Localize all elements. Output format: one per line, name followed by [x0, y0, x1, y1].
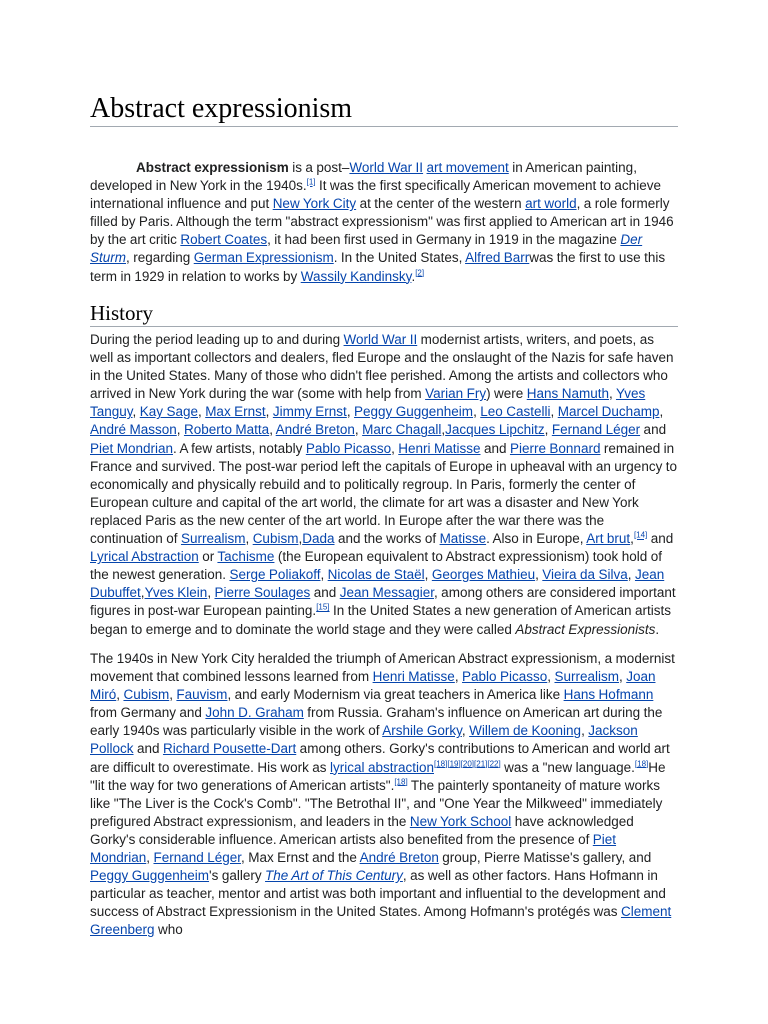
text-run: , and early Modernism via great teachers in America like — [227, 687, 564, 703]
text-run: , — [265, 404, 273, 420]
bold-term: Abstract expressionism — [136, 160, 289, 175]
text-run: , — [140, 585, 145, 601]
link-marcel-duchamp[interactable]: Marcel Duchamp — [557, 404, 660, 420]
text-run: , — [609, 386, 616, 402]
link-art-brut[interactable]: Art brut — [586, 531, 631, 547]
text-run: and — [480, 440, 510, 456]
text-run: It was the first specifically American movement to achieve international influence and put — [90, 178, 661, 212]
text-run: , — [169, 687, 177, 703]
page-title: Abstract expressionism — [90, 93, 353, 124]
text-run: The 1940s in New York City heralded the triumph of American Abstract expressionism, a modernist movement that combined lessons learned from — [90, 651, 675, 685]
link-joan-miro[interactable]: Joan Miró — [90, 669, 656, 703]
link-art-world[interactable]: art world — [525, 196, 577, 212]
citation-ref[interactable] — [307, 178, 316, 187]
link-cubism[interactable]: Cubism — [123, 687, 170, 703]
text-run: , among others are considered important figures in post-war European painting. — [90, 585, 676, 619]
text-run: . — [411, 268, 416, 284]
link-richard-pousette-dart[interactable]: Richard Pousette-Dart — [162, 741, 297, 757]
link-pierre-bonnard[interactable]: Pierre Bonnard — [509, 440, 601, 456]
text-run: among others. Gorky's contributions to American and world art are difficult to overestimate. His work as — [90, 741, 670, 775]
link-georges-mathieu[interactable]: Georges Mathieu — [431, 567, 536, 583]
citation-ref[interactable] — [434, 759, 501, 768]
citation-link[interactable]: [14] — [633, 530, 648, 540]
link-new-york-city[interactable]: New York City — [272, 196, 357, 212]
text-run: , — [346, 404, 355, 420]
link-nicolas-de-stael[interactable]: Nicolas de Staël — [327, 567, 425, 583]
link-roberto-matta[interactable]: Roberto Matta — [183, 422, 270, 438]
link-surrealism[interactable]: Surrealism — [554, 669, 619, 685]
text-run: at the center of the western — [356, 196, 526, 212]
link-henri-matisse[interactable]: Henri Matisse — [398, 440, 481, 456]
link-tachisme[interactable]: Tachisme — [217, 549, 275, 565]
link-peggy-guggenheim[interactable]: Peggy Guggenheim — [354, 404, 474, 420]
link-surrealism[interactable]: Surrealism — [180, 531, 246, 547]
text-run: and — [310, 585, 340, 601]
citation-ref[interactable] — [634, 531, 647, 540]
text-run: , — [544, 422, 552, 438]
text-run: , — [269, 422, 276, 438]
link-fernand-leger[interactable]: Fernand Léger — [153, 850, 242, 866]
link-the-art-of-this-century[interactable]: The Art of This Century — [265, 868, 403, 884]
link-matisse[interactable]: Matisse — [439, 531, 487, 547]
text-run: The painterly spontaneity of mature works like "The Liver is the Cock's Comb". "The Betrothal II", and "One Year the Milkweed" immediately prefigured Abstract expressionism, and leaders in the — [90, 777, 663, 829]
text-run: was a "new language. — [500, 759, 635, 775]
link-fauvism[interactable]: Fauvism — [176, 687, 228, 703]
citation-ref[interactable] — [394, 777, 407, 786]
text-run: in American painting, developed in New York in the 1940s. — [90, 160, 637, 194]
link-lyrical-abstraction[interactable]: lyrical abstraction — [330, 759, 434, 775]
link-alfred-barr[interactable]: Alfred Barr — [465, 250, 530, 266]
text-run: , — [550, 404, 558, 420]
text-run: ) were — [486, 386, 527, 402]
text-run: , — [298, 531, 303, 547]
text-run: . Also in Europe, — [486, 531, 587, 547]
link-new-york-school[interactable]: New York School — [409, 813, 512, 829]
text-run: , — [132, 404, 140, 420]
link-vieira-da-silva[interactable]: Vieira da Silva — [542, 567, 628, 583]
link-art-movement[interactable]: art movement — [426, 160, 509, 175]
text-run: , — [630, 531, 634, 547]
link-yves-tanguy[interactable]: Yves Tanguy — [90, 386, 646, 420]
link-andre-breton[interactable]: André Breton — [359, 850, 439, 866]
text-run: , — [535, 567, 543, 583]
link-piet-mondrian[interactable]: Piet Mondrian — [90, 440, 173, 456]
text-run: , — [146, 850, 154, 866]
link-robert-coates[interactable]: Robert Coates — [180, 232, 268, 248]
citation-link[interactable]: [1] — [306, 177, 316, 187]
link-lyrical-abstraction[interactable]: Lyrical Abstraction — [90, 549, 199, 565]
text-run: . A few artists, notably — [173, 440, 306, 456]
link-john-d-graham[interactable]: John D. Graham — [205, 705, 304, 721]
text-run: , a role formerly filled by Paris. Although the term "abstract expressionism" was first applied to American art in 1946 by the art critic — [90, 196, 674, 248]
link-jean-messagier[interactable]: Jean Messagier — [339, 585, 434, 601]
link-willem-de-kooning[interactable]: Willem de Kooning — [469, 723, 582, 739]
text-run: , it had been first used in Germany in 1919 in the magazine — [267, 232, 621, 248]
text-run: During the period leading up to and during — [90, 332, 344, 347]
link-hans-namuth[interactable]: Hans Namuth — [526, 386, 609, 402]
citation-link[interactable]: [18][19][20][21][22] — [434, 759, 501, 769]
text-run: , as well as other factors. Hans Hofmann in particular as teacher, mentor and artist was both important and influential to the development and success of Abstract Expressionism in the United States. Among Hofmann's protégés was — [90, 868, 666, 920]
text-run: was the first to use this term in 1929 in relation to works by — [90, 250, 666, 284]
text-run: , — [207, 585, 215, 601]
text-run: and the works of — [334, 531, 440, 547]
text-run: is a post– — [288, 160, 350, 175]
link-world-war-ii[interactable]: World War II — [349, 160, 424, 175]
link-andre-breton[interactable]: André Breton — [275, 422, 355, 438]
link-peggy-guggenheim[interactable]: Peggy Guggenheim — [90, 868, 210, 884]
link-varian-fry[interactable]: Varian Fry — [425, 386, 487, 402]
title-divider — [90, 126, 678, 127]
text-run: , — [354, 422, 363, 438]
text-run: and — [647, 531, 674, 547]
text-run: , — [619, 669, 627, 685]
link-pablo-picasso[interactable]: Pablo Picasso — [305, 440, 392, 456]
citation-ref[interactable] — [316, 603, 329, 612]
link-hans-hofmann[interactable]: Hans Hofmann — [563, 687, 654, 703]
link-german-expressionism[interactable]: German Expressionism — [193, 250, 334, 266]
link-serge-poliakoff[interactable]: Serge Poliakoff — [229, 567, 321, 583]
text-run: , — [245, 531, 253, 547]
text-run: 's gallery — [209, 868, 266, 884]
link-world-war-ii[interactable]: World War II — [343, 332, 418, 347]
link-andre-masson[interactable]: André Masson — [90, 422, 177, 438]
link-max-ernst[interactable]: Max Ernst — [205, 404, 266, 420]
link-jackson-pollock[interactable]: Jackson Pollock — [90, 723, 638, 757]
citation-link[interactable]: [15] — [316, 602, 330, 612]
text-run: He "lit the way for two generations of American artists". — [90, 759, 666, 793]
text-run: who — [154, 922, 183, 938]
citation-link[interactable]: [2] — [415, 268, 425, 278]
link-jean-dubuffet[interactable]: Jean Dubuffet — [90, 567, 665, 601]
italic-term: Abstract Expressionists — [515, 621, 656, 637]
text-run: group, Pierre Matisse's gallery, and — [438, 850, 652, 866]
link-jacques-lipchitz[interactable]: Jacques Lipchitz — [445, 422, 545, 438]
link-arshile-gorky[interactable]: Arshile Gorky — [382, 723, 462, 739]
text-run: , — [581, 723, 589, 739]
link-jimmy-ernst[interactable]: Jimmy Ernst — [272, 404, 347, 420]
text-run: remained in France and survived. The post-war period left the capitals of Europe in upheaval with an urgency to economically and physically rebuild and to politically regroup. In Paris, formerly the center of European culture and capital of the art world, the climate for art was a disaster and New York replaced Paris as the new center of the art world. In Europe after the war there was the continuation of — [90, 440, 678, 547]
text-run: . In the United States, — [333, 250, 466, 266]
link-pierre-soulages[interactable]: Pierre Soulages — [214, 585, 311, 601]
text-run: , — [659, 404, 664, 420]
citation-link[interactable]: [18] — [394, 777, 408, 787]
text-run: have acknowledged Gorky's considerable influence. American artists also benefited from the presence of — [90, 813, 634, 847]
link-yves-klein[interactable]: Yves Klein — [144, 585, 208, 601]
text-run: , — [461, 723, 470, 739]
text-run: , — [197, 404, 206, 420]
text-run: In the United States a new generation of American artists began to emerge and to dominate the world stage and they were called — [90, 603, 671, 637]
link-piet-mondrian[interactable]: Piet Mondrian — [90, 831, 617, 866]
text-run: , — [176, 422, 184, 438]
text-run: , — [454, 669, 463, 685]
intro-paragraph — [90, 159, 678, 286]
citation-ref[interactable] — [635, 759, 648, 768]
citation-ref[interactable] — [415, 268, 424, 277]
text-run: , — [391, 440, 399, 456]
link-leo-castelli[interactable]: Leo Castelli — [480, 404, 551, 420]
text-run: , — [320, 567, 328, 583]
text-run: and — [133, 741, 163, 757]
text-run: and — [640, 422, 667, 438]
history-divider — [90, 326, 678, 327]
link-clement-greenberg[interactable]: Clement Greenberg — [90, 904, 672, 938]
text-run: from Russia. Graham's influence on American art during the early 1940s was particularly visible in the work of — [90, 705, 663, 739]
text-run: (the European equivalent to Abstract expressionism) took hold of the newest generation. — [90, 549, 662, 583]
history-paragraph-2 — [90, 650, 678, 940]
link-wassily-kandinsky[interactable]: Wassily Kandinsky — [300, 268, 412, 284]
link-dada[interactable]: Dada — [302, 531, 335, 547]
text-run: or — [198, 549, 218, 565]
link-marc-chagall[interactable]: Marc Chagall — [362, 422, 442, 438]
link-kay-sage[interactable]: Kay Sage — [139, 404, 198, 420]
section-heading-history: History — [90, 301, 153, 325]
link-fernand-leger[interactable]: Fernand Léger — [551, 422, 641, 438]
link-der-sturm[interactable]: Der Sturm — [90, 232, 643, 266]
citation-link[interactable]: [18] — [634, 759, 649, 769]
text-run: , — [116, 687, 124, 703]
text-run: , — [441, 422, 446, 438]
text-run: , — [627, 567, 635, 583]
text-run: , regarding — [126, 250, 194, 266]
link-cubism[interactable]: Cubism — [252, 531, 299, 547]
text-run: , — [473, 404, 481, 420]
text-run: , Max Ernst and the — [241, 850, 360, 866]
history-paragraph-1 — [90, 331, 678, 639]
link-pablo-picasso[interactable]: Pablo Picasso — [462, 669, 548, 685]
link-henri-matisse[interactable]: Henri Matisse — [372, 669, 455, 685]
text-run: from Germany and — [90, 705, 206, 721]
text-run: modernist artists, writers, and poets, as well as important collectors and dealers, fled Europe and the onslaught of the Nazis for safe haven in the United States. Many of those who didn't flee perished. Among the artists and collectors who arrived in New York during the war (some with help from — [90, 332, 674, 402]
text-run: , — [424, 567, 432, 583]
text-run: . — [655, 621, 660, 637]
text-run: , — [547, 669, 555, 685]
